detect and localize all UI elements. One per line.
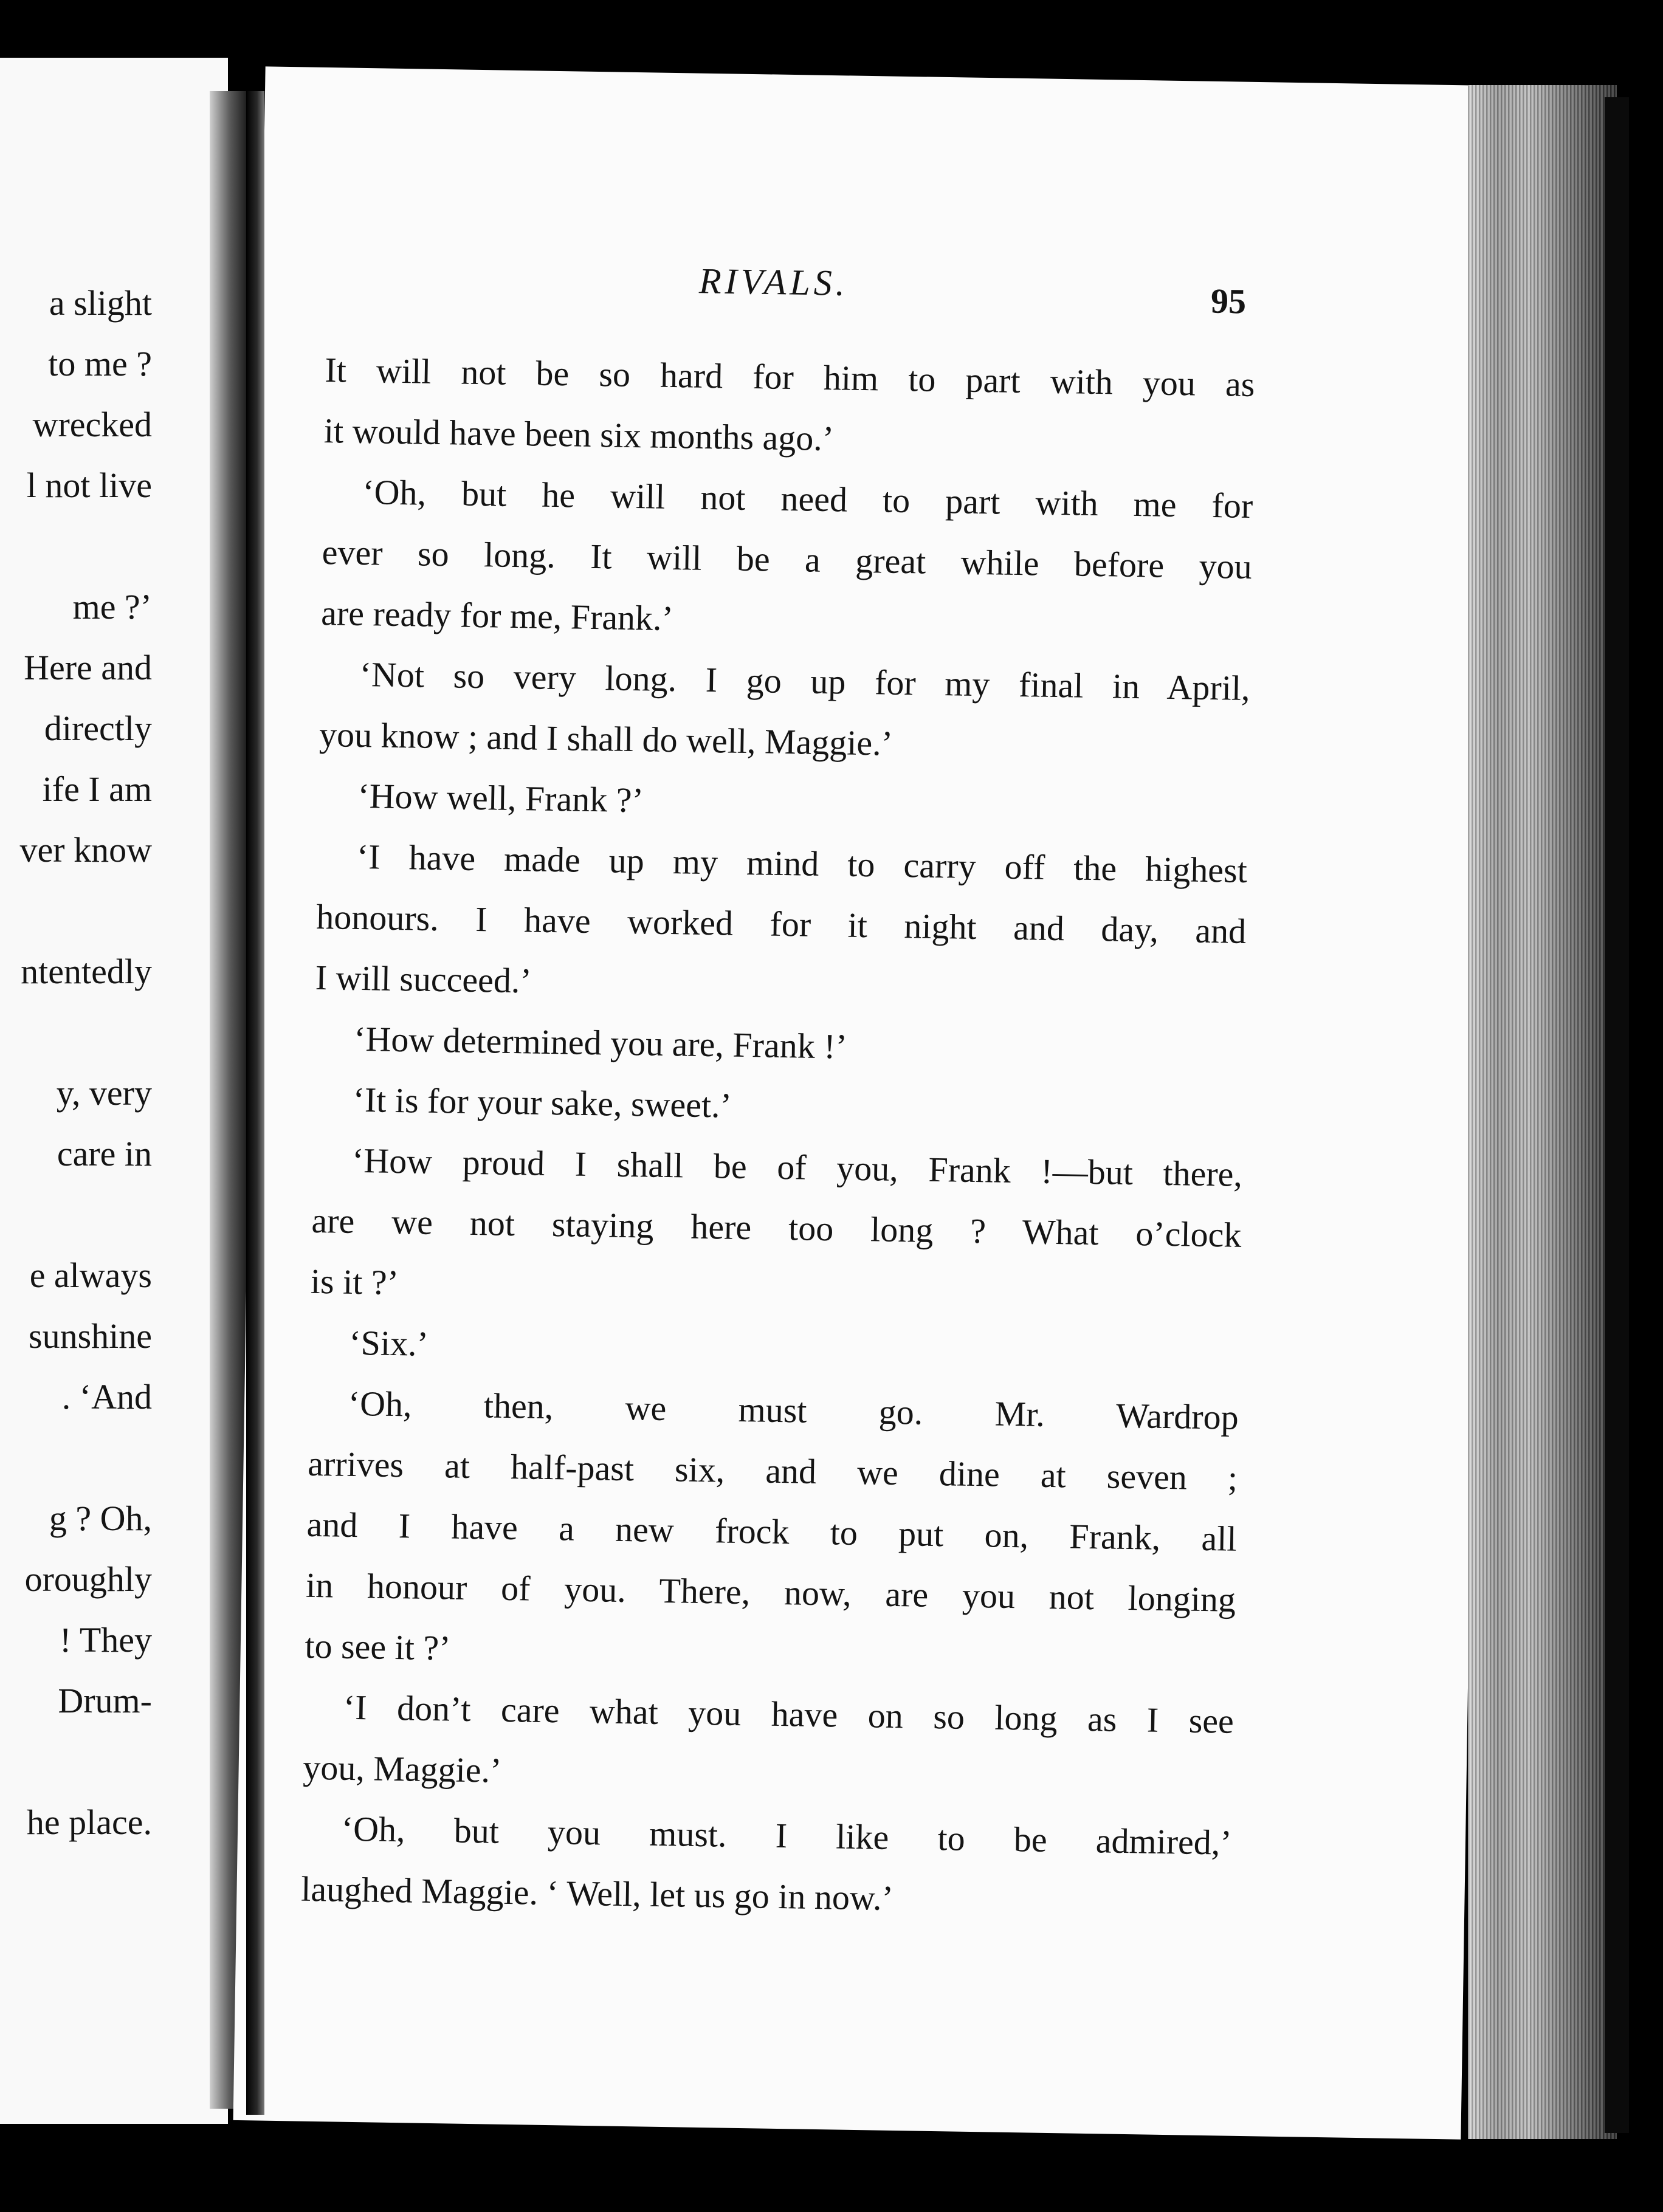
text-line: you, Maggie.’ <box>302 1747 502 1790</box>
text-line: ‘I have made up my mind to carry off the highest <box>356 836 1248 890</box>
left-page-fragment: directly <box>44 709 152 748</box>
left-page-fragment: wrecked <box>32 405 152 444</box>
text-line: ‘Not so very long. I go up for my final in April, <box>359 654 1251 708</box>
text-line: are we not staying here too long ? What o’clock <box>311 1200 1242 1255</box>
running-head: RIVALS. <box>698 261 849 303</box>
left-page-fragment: Drum- <box>58 1681 152 1720</box>
page-edges <box>1468 85 1617 2139</box>
left-page-fragment: me ?’ <box>72 587 152 627</box>
left-page-fragment: ntentedly <box>21 952 152 991</box>
left-page-text <box>0 58 213 2124</box>
left-page-fragment: a slight <box>49 283 152 323</box>
left-page-fragment: y, very <box>56 1073 152 1113</box>
left-page-fragment: g ? Oh, <box>49 1499 152 1538</box>
left-page-fragment: ife I am <box>42 769 152 809</box>
left-page-fragment: he place. <box>26 1802 152 1842</box>
text-line: honours. I have worked for it night and day, and <box>315 896 1247 951</box>
text-line: are ready for me, Frank.’ <box>320 592 674 639</box>
cover-edge <box>1605 97 1629 2133</box>
left-page-fragment: to me ? <box>48 344 152 383</box>
text-line: in honour of you. There, now, are you not longing <box>305 1565 1236 1619</box>
left-page-fragment: care in <box>57 1134 152 1173</box>
text-line: ‘Oh, but you must. I like to be admired,’ <box>341 1808 1233 1863</box>
text-line: you know ; and I shall do well, Maggie.’ <box>318 714 893 763</box>
left-page-fragment: oroughly <box>24 1559 152 1599</box>
text-line: to see it ?’ <box>305 1626 452 1668</box>
text-line: It will not be so hard for him to part with you as <box>325 350 1255 405</box>
book-gutter <box>246 91 264 2115</box>
left-page-fragment: e always <box>29 1255 152 1295</box>
text-line: ‘Six.’ <box>348 1322 429 1364</box>
text-line: ‘Oh, then, we must go. Mr. Wardrop <box>348 1383 1239 1437</box>
text-line: ‘Oh, but he will not need to part with me for <box>362 472 1253 526</box>
left-facing-page <box>0 58 228 2124</box>
text-line: and I have a new frock to put on, Frank, all <box>306 1504 1238 1559</box>
text-line: ‘It is for your sake, sweet.’ <box>353 1079 732 1125</box>
left-page-fragment: . ‘And <box>61 1377 152 1417</box>
left-page-fragment: Here and <box>24 648 152 687</box>
text-line: ever so long. It will be a great while before you <box>322 532 1253 586</box>
text-line: arrives at half-past six, and we dine at seven ; <box>307 1443 1238 1498</box>
left-page-fragment: sunshine <box>29 1316 152 1356</box>
text-line: ‘How proud I shall be of you, Frank !—but there, <box>351 1140 1243 1194</box>
left-page-fragment: ! They <box>60 1620 152 1660</box>
text-line: ‘I don’t care what you have on so long as I see <box>343 1687 1234 1741</box>
text-line: is it ?’ <box>310 1261 399 1303</box>
text-line: it would have been six months ago.’ <box>323 410 835 459</box>
page-number: 95 <box>1210 281 1247 321</box>
text-line: laughed Maggie. ‘ Well, let us go in now.’ <box>300 1869 894 1918</box>
text-line: ‘How well, Frank ?’ <box>357 775 644 820</box>
left-page-fragment: ver know <box>19 830 152 870</box>
left-page-fragment: l not live <box>26 465 152 505</box>
text-line: ‘How determined you are, Frank !’ <box>353 1018 848 1066</box>
text-line: I will succeed.’ <box>315 957 532 1001</box>
